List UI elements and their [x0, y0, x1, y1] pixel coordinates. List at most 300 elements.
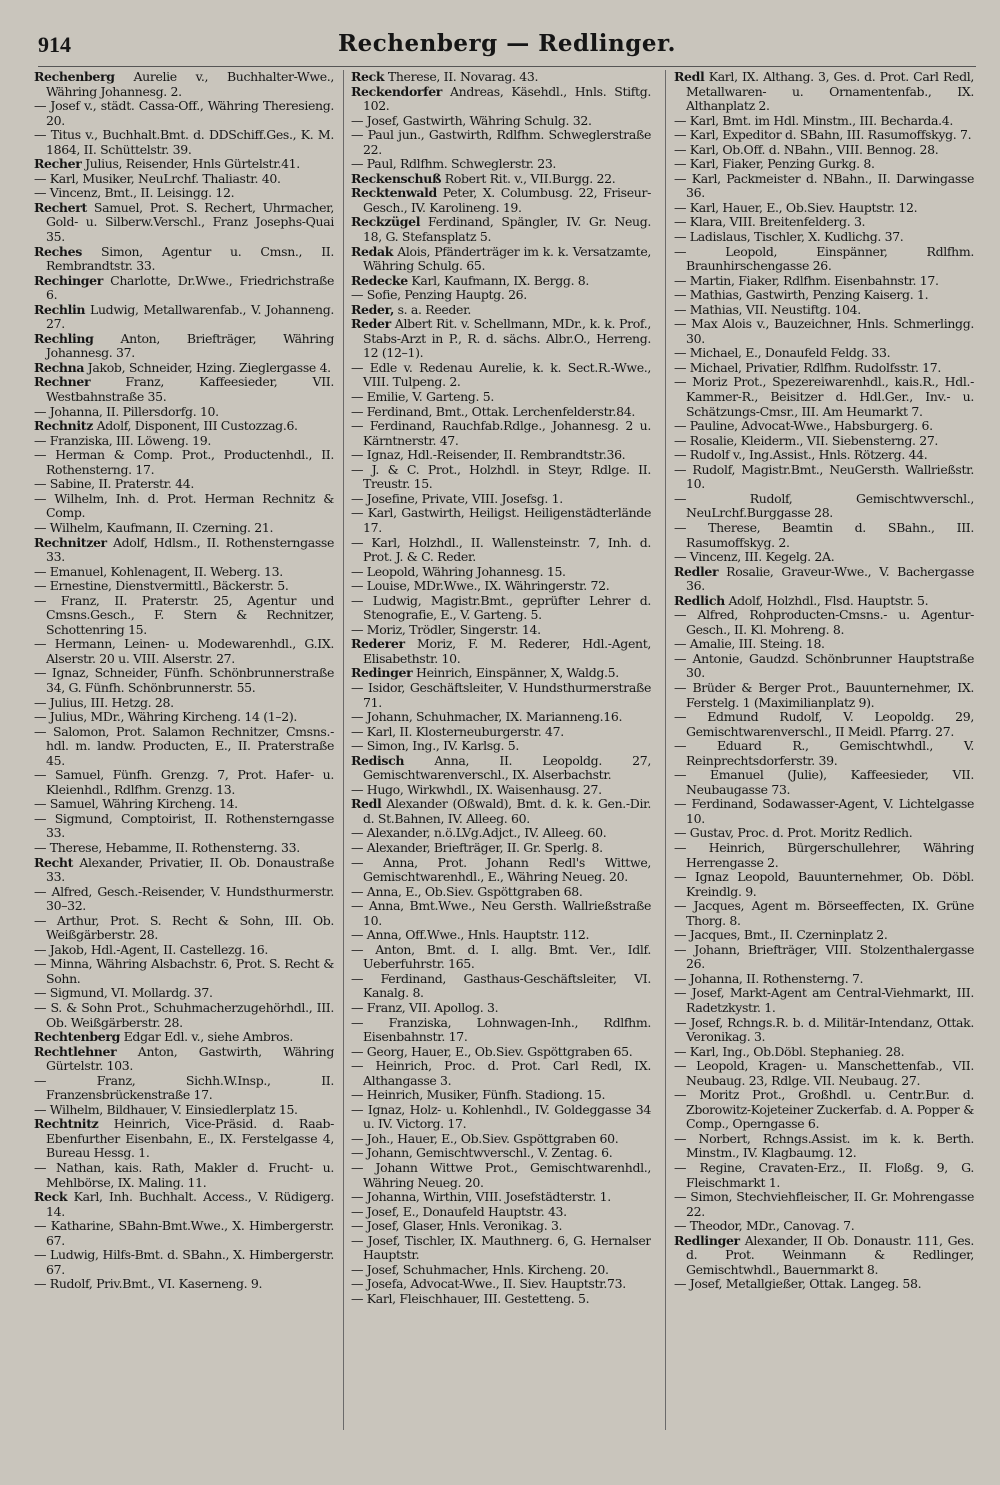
entry-details: — Heinrich, Proc. d. Prot. Carl Redl, IX. Althangasse 3.: [351, 1058, 651, 1088]
directory-entry: [351, 579, 651, 594]
entry-details: — Vincenz, Bmt., II. Leisingg. 12.: [34, 185, 235, 201]
entry-surname: Rederer: [351, 636, 405, 652]
directory-entry: [674, 157, 974, 172]
entry-surname: Recktenwald: [351, 185, 437, 201]
directory-entry: [351, 1277, 651, 1292]
directory-entry: [674, 565, 974, 594]
entry-details: — Ferdinand, Sodawasser-Agent, V. Lichtelgasse 10.: [674, 796, 974, 826]
directory-entry: [351, 754, 651, 783]
entry-details: — Ludwig, Magistr.Bmt., geprüfter Lehrer d. Stenografie, E., V. Garteng. 5.: [351, 592, 651, 623]
directory-entry: [34, 1190, 334, 1219]
entry-details: — Gustav, Proc. d. Prot. Moritz Redlich.: [674, 825, 913, 841]
entry-details: Anton, Briefträger, Währing Johannesg. 37.: [46, 330, 334, 361]
entry-details: Karl, Kaufmann, IX. Bergg. 8.: [407, 272, 590, 288]
directory-entry: [351, 739, 651, 754]
entry-surname: Redecke: [351, 272, 408, 288]
entry-details: — Franz, II. Praterstr. 25, Agentur und Cmsns.Gesch., F. Stern & Rechnitzer, Schottenring 15.: [34, 592, 334, 637]
entry-details: — Johann, Briefträger, VIII. Stolzenthalergasse 26.: [674, 941, 974, 972]
entry-details: — Edmund Rudolf, V. Leopoldg. 29, Gemischtwarenverschl., II Meidl. Pfarrg. 27.: [674, 709, 974, 739]
directory-entry: [351, 841, 651, 856]
entry-details: — Anna, Prot. Johann Redl's Wittwe, Gemischtwarenhdl., E., Währing Neueg. 20.: [351, 854, 651, 885]
directory-entry: [34, 448, 334, 477]
directory-entry: [351, 623, 651, 638]
directory-entry: [351, 1161, 651, 1190]
entry-surname: Reder: [351, 316, 391, 332]
directory-entry: [34, 1277, 334, 1292]
entry-details: Samuel, Prot. S. Rechert, Uhrmacher, Gold- u. Silberw.Verschl., Franz Josephs-Quai 35.: [46, 199, 334, 245]
directory-entry: [34, 128, 334, 157]
directory-entry: [351, 1263, 651, 1278]
directory-entry: [34, 201, 334, 245]
entry-details: — Karl, Packmeister d. NBahn., II. Darwingasse 36.: [674, 170, 974, 201]
entry-details: — Paul, Rdlfhm. Schweglerstr. 23.: [351, 156, 557, 172]
entry-surname: Redl: [351, 796, 382, 812]
directory-entry: [34, 856, 334, 885]
entry-details: — Johann, Gemischtwverschl., V. Zentag. 6.: [351, 1145, 613, 1161]
directory-entry: [674, 826, 974, 841]
entry-details: Alexander, II Ob. Donaustr. 111, Ges. d. Prot. Weinmann & Redlinger, Gemischtwhdl., Bauernmarkt 8.: [686, 1232, 974, 1277]
entry-details: Charlotte, Dr.Wwe., Friedrichstraße 6.: [46, 272, 334, 303]
entry-surname: Rechert: [34, 199, 87, 215]
entry-details: Edgar Edl. v., siehe Ambros.: [120, 1029, 293, 1045]
entry-details: — Heinrich, Bürgerschullehrer, Währing Herrengasse 2.: [674, 839, 974, 870]
directory-entry: [674, 797, 974, 826]
entry-details: — Minna, Währing Alsbachstr. 6, Prot. S. Recht & Sohn.: [34, 956, 334, 986]
directory-entry: [351, 1292, 651, 1307]
entry-details: — Karl, Fleischhauer, III. Gestetteng. 5.: [351, 1290, 590, 1306]
directory-entry: [674, 681, 974, 710]
directory-entry: [34, 303, 334, 332]
entry-details: — Moritz Prot., Großhdl. u. Centr.Bur. d. Zborowitz-Kojeteiner Zuckerfab. d. A. Popper & Comp., Operngasse 6.: [674, 1087, 974, 1132]
directory-entry: [674, 928, 974, 943]
entry-surname: Reckenschuß: [351, 170, 442, 186]
entry-details: — Georg, Hauer, E., Ob.Siev. Gspöttgraben 65.: [351, 1043, 633, 1059]
entry-details: — Moriz Prot., Spezereiwarenhdl., kais.R., Hdl.-Kammer-R., Beisitzer d. Hdl.Ger., Inv.- u. Schätzungs-Cmsr., III. Am Heumarkt 7.: [674, 374, 974, 419]
directory-entry: [351, 70, 651, 85]
directory-entry: [674, 303, 974, 318]
directory-entry: [674, 172, 974, 201]
entry-details: Jakob, Schneider, Hzing. Zieglergasse 4.: [84, 359, 331, 375]
directory-entry: [34, 885, 334, 914]
directory-entry: [34, 986, 334, 1001]
entry-details: Alexander, Privatier, II. Ob. Donaustraße 33.: [46, 854, 334, 885]
entry-surname: Redinger: [351, 665, 413, 681]
entry-details: — Rosalie, Kleiderm., VII. Siebensterng. 27.: [674, 432, 939, 448]
column-3: [674, 70, 974, 1470]
entry-details: Therese, II. Novarag. 43.: [384, 70, 539, 84]
page-header: [38, 30, 976, 67]
entry-details: — Joh., Hauer, E., Ob.Siev. Gspöttgraben 60.: [351, 1130, 619, 1146]
directory-entry: [34, 1117, 334, 1161]
entry-details: — Therese, Hebamme, II. Rothensterng. 33.: [34, 839, 300, 855]
entry-details: — Ferdinand, Gasthaus-Geschäftsleiter, VI. Kanalg. 8.: [351, 970, 651, 1001]
directory-entry: [34, 99, 334, 128]
directory-entry: [351, 303, 651, 318]
directory-entry: [674, 1016, 974, 1045]
directory-entry: [674, 419, 974, 434]
entry-details: — Edle v. Redenau Aurelie, k. k. Sect.R.-Wwe., VIII. Tulpeng. 2.: [351, 359, 651, 390]
directory-entry: [34, 666, 334, 695]
directory-entry: [34, 419, 334, 434]
entry-details: — Johanna, Wirthin, VIII. Josefstädterstr. 1.: [351, 1189, 611, 1205]
directory-entry: [674, 710, 974, 739]
directory-entry: [351, 885, 651, 900]
directory-entry: [351, 463, 651, 492]
entry-details: — Ferdinand, Rauchfab.Rdlge., Johannesg. 2 u. Kärntnerstr. 47.: [351, 418, 651, 448]
entry-details: — Simon, Ing., IV. Karlsg. 5.: [351, 738, 519, 754]
entry-details: Albert Rit. v. Schellmann, MDr., k. k. Prof., Stabs-Arzt in P., R. d. sächs. Albr.O., Herreng. 12 (12–1).: [363, 316, 651, 361]
directory-entry: [34, 1103, 334, 1118]
entry-details: — Heinrich, Musiker, Fünfh. Stadiong. 15.: [351, 1087, 606, 1103]
directory-entry: [34, 696, 334, 711]
entry-details: — Ignaz, Hdl.-Reisender, II. Rembrandtstr.36.: [351, 447, 626, 463]
directory-entry: [351, 288, 651, 303]
entry-details: — Leopold, Einspänner, Rdlfhm. Braunhirschengasse 26.: [674, 243, 974, 274]
entry-details: — Eduard R., Gemischtwhdl., V. Reinprechtsdorferstr. 39.: [674, 738, 974, 768]
entry-details: — Therese, Beamtin d. SBahn., III. Rasumoffskyg. 2.: [674, 519, 974, 550]
directory-entry: [674, 274, 974, 289]
directory-entry: [34, 1001, 334, 1030]
entry-details: Karl, IX. Althang. 3, Ges. d. Prot. Carl Redl, Metallwaren- u. Ornamentenfab., IX. Althanplatz 2.: [686, 70, 974, 114]
entry-details: — Wilhelm, Inh. d. Prot. Herman Rechnitz & Comp.: [34, 490, 334, 521]
entry-surname: Rechling: [34, 330, 94, 346]
directory-entry: [34, 1219, 334, 1248]
entry-surname: Reck: [34, 1189, 68, 1205]
directory-entry: [34, 812, 334, 841]
directory-entry: [351, 506, 651, 535]
entry-details: — Jacques, Bmt., II. Czerninplatz 2.: [674, 927, 888, 943]
entry-details: Alois, Pfänderträger im k. k. Versatzamte, Währing Schulg. 65.: [363, 243, 651, 274]
directory-entry: [674, 463, 974, 492]
directory-entry: [674, 434, 974, 449]
directory-entry: [351, 797, 651, 826]
entry-details: — Leopold, Kragen- u. Manschettenfab., VII. Neubaug. 23, Rdlge. VII. Neubaug. 27.: [674, 1058, 974, 1088]
entry-details: — Louise, MDr.Wwe., IX. Währingerstr. 72.: [351, 578, 610, 594]
entry-details: — Regine, Cravaten-Erz., II. Floßg. 9, G. Fleischmarkt 1.: [674, 1160, 974, 1190]
directory-entry: [351, 899, 651, 928]
entry-details: — Klara, VIII. Breitenfelderg. 3.: [674, 214, 866, 230]
directory-entry: [34, 186, 334, 201]
directory-entry: [34, 332, 334, 361]
entry-details: — Anton, Bmt. d. I. allg. Bmt. Ver., Idlf. Ueberfuhrstr. 165.: [351, 941, 651, 972]
directory-entry: [351, 186, 651, 215]
entry-details: — Ladislaus, Tischler, X. Kudlichg. 37.: [674, 229, 904, 245]
entry-details: — Johanna, II. Pillersdorfg. 10.: [34, 403, 219, 419]
directory-entry: [674, 245, 974, 274]
entry-details: — Karl, Ing., Ob.Döbl. Stephanieg. 28.: [674, 1043, 905, 1059]
entry-details: — Pauline, Advocat-Wwe., Habsburgerg. 6.: [674, 418, 933, 434]
entry-details: — Rudolf, Priv.Bmt., VI. Kaserneng. 9.: [34, 1276, 263, 1292]
directory-entry: [674, 1219, 974, 1234]
entry-details: — Moriz, Trödler, Singerstr. 14.: [351, 621, 541, 637]
entry-details: — Sofie, Penzing Hauptg. 26.: [351, 287, 527, 303]
directory-entry: [351, 1146, 651, 1161]
entry-details: — Emilie, V. Garteng. 5.: [351, 389, 494, 405]
entry-surname: Rechnitzer: [34, 534, 107, 550]
entry-surname: Rechner: [34, 374, 91, 390]
directory-entry: [674, 114, 974, 129]
entry-details: — Samuel, Fünfh. Grenzg. 7, Prot. Hafer- u. Kleienhdl., Rdlfhm. Grenzg. 13.: [34, 767, 334, 797]
directory-entry: [351, 928, 651, 943]
entry-surname: Redlinger: [674, 1232, 740, 1248]
entry-details: Rosalie, Graveur-Wwe., V. Bachergasse 36.: [686, 563, 974, 594]
entry-surname: Recht: [34, 854, 74, 870]
entry-details: — Josef, Glaser, Hnls. Veronikag. 3.: [351, 1218, 563, 1234]
directory-entry: [34, 245, 334, 274]
entry-details: — Anna, Off.Wwe., Hnls. Hauptstr. 112.: [351, 927, 590, 943]
directory-entry: [34, 274, 334, 303]
directory-entry: [34, 579, 334, 594]
entry-surname: Rechenberg: [34, 70, 115, 84]
entry-details: — Franz, Sichh.W.Insp., II. Franzensbrückenstraße 17.: [34, 1072, 334, 1103]
entry-details: Karl, Inh. Buchhalt. Access., V. Rüdigerg. 14.: [46, 1189, 334, 1219]
directory-entry: [674, 1234, 974, 1278]
entry-details: — Josef v., städt. Cassa-Off., Währing Theresieng. 20.: [34, 98, 334, 128]
directory-entry: [351, 972, 651, 1001]
entry-details: — Hermann, Leinen- u. Modewarenhdl., G.IX. Alserstr. 20 u. VIII. Alserstr. 27.: [34, 636, 334, 666]
directory-entry: [34, 797, 334, 812]
directory-entry: [674, 870, 974, 899]
directory-entry: [674, 608, 974, 637]
directory-entry: [34, 725, 334, 769]
entry-details: — Leopold, Währing Johannesg. 15.: [351, 563, 566, 579]
directory-entry: [34, 536, 334, 565]
entry-details: — Theodor, MDr., Canovag. 7.: [674, 1218, 855, 1234]
directory-entry: [34, 1248, 334, 1277]
directory-entry: [674, 943, 974, 972]
entry-surname: Redak: [351, 243, 394, 259]
directory-entry: [674, 1190, 974, 1219]
entry-surname: Reder,: [351, 301, 394, 317]
entry-details: — Karl, Hauer, E., Ob.Siev. Hauptstr. 12.: [674, 199, 918, 215]
directory-entry: [351, 128, 651, 157]
directory-entry: [34, 492, 334, 521]
entry-details: — Franz, VII. Apollog. 3.: [351, 1000, 499, 1015]
directory-entry: [351, 1001, 651, 1016]
directory-entry: [674, 215, 974, 230]
directory-entry: [351, 1190, 651, 1205]
entry-surname: Reches: [34, 243, 82, 259]
directory-entry: [351, 448, 651, 463]
directory-columns: [34, 70, 980, 1470]
entry-details: — Sabine, II. Praterstr. 44.: [34, 476, 195, 492]
entry-details: — Michael, E., Donaufeld Feldg. 33.: [674, 345, 891, 361]
entry-details: — Josef, Markt-Agent am Central-Viehmarkt, III. Radetzkystr. 1.: [674, 985, 974, 1015]
entry-details: — Alexander, Briefträger, II. Gr. Sperlg. 8.: [351, 839, 603, 855]
directory-entry: [351, 536, 651, 565]
directory-entry: [351, 215, 651, 244]
entry-details: — Josef, Gastwirth, Währing Schulg. 32.: [351, 112, 592, 128]
directory-entry: [34, 157, 334, 172]
directory-entry: [34, 375, 334, 404]
directory-entry: [34, 768, 334, 797]
directory-entry: [674, 361, 974, 376]
entry-details: — Karl, II. Klosterneuburgerstr. 47.: [351, 723, 564, 739]
directory-entry: [351, 492, 651, 507]
entry-details: — Rudolf, Magistr.Bmt., NeuGersth. Wallrießstr. 10.: [674, 461, 974, 492]
directory-entry: [674, 492, 974, 521]
entry-details: — Arthur, Prot. S. Recht & Sohn, III. Ob. Weißgärberstr. 28.: [34, 912, 334, 943]
directory-entry: [34, 434, 334, 449]
directory-entry: [351, 637, 651, 666]
directory-entry: [674, 288, 974, 303]
entry-details: — Johann Wittwe Prot., Gemischtwarenhdl., Währing Neueg. 20.: [351, 1160, 651, 1190]
entry-details: Anton, Gastwirth, Währing Gürtelstr. 103.: [46, 1043, 334, 1074]
entry-details: — Rudolf v., Ing.Assist., Hnls. Rötzerg. 44.: [674, 447, 928, 463]
directory-entry: [34, 594, 334, 638]
entry-details: Heinrich, Einspänner, X, Waldg.5.: [412, 665, 619, 681]
entry-details: — Jakob, Hdl.-Agent, II. Castellezg. 16.: [34, 941, 269, 957]
directory-entry: [351, 405, 651, 420]
directory-entry: [351, 1219, 651, 1234]
entry-details: — Josefine, Private, VIII. Josefsg. 1.: [351, 490, 563, 506]
entry-details: — J. & C. Prot., Holzhdl. in Steyr, Rdlge. II. Treustr. 15.: [351, 461, 651, 492]
running-head: Rechenberg — Redlinger.: [337, 30, 676, 57]
directory-entry: [351, 1059, 651, 1088]
entry-details: — Brüder & Berger Prot., Bauunternehmer, IX. Ferstelg. 1 (Maximilianplatz 9).: [674, 679, 974, 710]
directory-entry: [674, 768, 974, 797]
entry-details: — Anna, Bmt.Wwe., Neu Gersth. Wallrießstraße 10.: [351, 898, 651, 928]
entry-details: Anna, II. Leopoldg. 27, Gemischtwarenverschl., IX. Alserbachstr.: [363, 752, 651, 783]
directory-entry: [351, 943, 651, 972]
entry-details: Adolf, Holzhdl., Flsd. Hauptstr. 5.: [724, 592, 929, 608]
directory-entry: [34, 914, 334, 943]
directory-entry: [674, 521, 974, 550]
directory-entry: [351, 1088, 651, 1103]
entry-details: Adolf, Hdlsm., II. Rothensterngasse 33.: [46, 534, 334, 565]
entry-details: — Isidor, Geschäftsleiter, V. Hundsthurmerstraße 71.: [351, 679, 651, 710]
directory-entry: [674, 448, 974, 463]
entry-surname: Redlich: [674, 592, 725, 608]
directory-entry: [351, 826, 651, 841]
entry-surname: Rechinger: [34, 272, 104, 288]
entry-details: — Jacques, Agent m. Börseeffecten, IX. Grüne Thorg. 8.: [674, 898, 974, 928]
directory-entry: [351, 157, 651, 172]
directory-entry: [34, 361, 334, 376]
directory-entry: [351, 1205, 651, 1220]
entry-surname: Redl: [674, 70, 705, 84]
entry-details: — Katharine, SBahn-Bmt.Wwe., X. Himbergerstr. 67.: [34, 1218, 334, 1248]
entry-details: — Nathan, kais. Rath, Makler d. Frucht- u. Mehlbörse, IX. Maling. 11.: [34, 1160, 334, 1190]
entry-details: — Franziska, Lohnwagen-Inh., Rdlfhm. Eisenbahnstr. 17.: [351, 1014, 651, 1045]
entry-details: — Josef, Metallgießer, Ottak. Langeg. 58.: [674, 1276, 922, 1292]
entry-details: — Johanna, II. Rothensterng. 7.: [674, 970, 864, 986]
entry-details: — Josef, Rchngs.R. b. d. Militär-Intendanz, Ottak. Veronikag. 3.: [674, 1014, 974, 1045]
directory-entry: [674, 1088, 974, 1132]
entry-details: — Titus v., Buchhalt.Bmt. d. DDSchiff.Ges., K. M. 1864, II. Schüttelstr. 39.: [34, 127, 334, 157]
entry-details: Ludwig, Metallwarenfab., V. Johanneng. 27.: [46, 301, 334, 332]
entry-details: — Johann, Schuhmacher, IX. Marianneng.16.: [351, 709, 623, 725]
directory-entry: [351, 274, 651, 289]
directory-entry: [674, 550, 974, 565]
directory-entry: [351, 594, 651, 623]
directory-entry: [351, 1234, 651, 1263]
directory-entry: [674, 972, 974, 987]
entry-details: Aurelie v., Buchhalter-Wwe., Währing Johannesg. 2.: [46, 70, 334, 99]
column-divider: [343, 70, 344, 1430]
directory-entry: [34, 841, 334, 856]
directory-entry: [351, 172, 651, 187]
entry-details: — Josef, Tischler, IX. Mauthnerg. 6, G. Hernalser Hauptstr.: [351, 1232, 651, 1263]
entry-details: — Amalie, III. Steing. 18.: [674, 636, 825, 652]
directory-entry: [674, 594, 974, 609]
directory-entry: [674, 375, 974, 419]
directory-entry: [674, 652, 974, 681]
entry-surname: Reckzügel: [351, 214, 421, 230]
directory-entry: [34, 172, 334, 187]
entry-details: — Karl, Gastwirth, Heiligst. Heiligenstädterlände 17.: [351, 505, 651, 535]
directory-entry: [34, 1074, 334, 1103]
entry-details: — Ignaz Leopold, Bauunternehmer, Ob. Döbl. Kreindlg. 9.: [674, 869, 974, 899]
entry-details: — Julius, III. Hetzg. 28.: [34, 694, 174, 710]
page-number: 914: [38, 32, 71, 57]
directory-entry: [674, 986, 974, 1015]
directory-entry: [674, 128, 974, 143]
entry-details: Julius, Reisender, Hnls Gürtelstr.41.: [81, 156, 300, 172]
entry-details: — Hugo, Wirkwhdl., IX. Waisenhausg. 27.: [351, 781, 602, 797]
directory-entry: [351, 1132, 651, 1147]
directory-entry: [674, 230, 974, 245]
directory-entry: [674, 841, 974, 870]
directory-entry: [351, 390, 651, 405]
entry-details: — Herman & Comp. Prot., Productenhdl., II. Rothensterng. 17.: [34, 447, 334, 477]
entry-details: Moriz, F. M. Rederer, Hdl.-Agent, Elisabethstr. 10.: [363, 636, 651, 666]
column-divider: [665, 70, 666, 1430]
column-2: [351, 70, 651, 1470]
entry-details: — Emanuel (Julie), Kaffeesieder, VII. Neubaugasse 73.: [674, 767, 974, 797]
directory-entry: [34, 710, 334, 725]
entry-details: — Karl, Fiaker, Penzing Gurkg. 8.: [674, 156, 875, 172]
directory-entry: [674, 317, 974, 346]
entry-details: — Vincenz, III. Kegelg. 2A.: [674, 549, 835, 565]
entry-surname: Recher: [34, 156, 82, 172]
directory-entry: [351, 681, 651, 710]
directory-entry: [34, 637, 334, 666]
entry-details: — Ernestine, Dienstvermittl., Bäckerstr. 5.: [34, 578, 289, 594]
entry-details: — S. & Sohn Prot., Schuhmacherzugehörhdl., III. Ob. Weißgärberstr. 28.: [34, 1000, 334, 1030]
entry-details: Simon, Agentur u. Cmsn., II. Rembrandtstr. 33.: [46, 243, 334, 274]
entry-details: — Josef, Schuhmacher, Hnls. Kircheng. 20.: [351, 1261, 609, 1277]
entry-details: — Norbert, Rchngs.Assist. im k. k. Berth. Minstm., IV. Klagbaumg. 12.: [674, 1130, 974, 1161]
entry-details: — Alfred, Rohproducten-Cmsns.- u. Agentur-Gesch., II. Kl. Mohreng. 8.: [674, 607, 974, 637]
directory-entry: [34, 957, 334, 986]
entry-details: — Max Alois v., Bauzeichner, Hnls. Schmerlingg. 30.: [674, 316, 974, 346]
entry-details: — Antonie, Gaudzd. Schönbrunner Hauptstraße 30.: [674, 650, 974, 681]
directory-entry: [351, 1103, 651, 1132]
entry-details: — Josef, E., Donaufeld Hauptstr. 43.: [351, 1203, 567, 1219]
directory-entry: [351, 783, 651, 798]
column-1: [34, 70, 334, 1470]
directory-entry: [674, 1132, 974, 1161]
directory-entry: [351, 725, 651, 740]
entry-details: — Josefa, Advocat-Wwe., II. Siev. Hauptstr.73.: [351, 1276, 626, 1292]
directory-entry: [351, 710, 651, 725]
directory-entry: [351, 361, 651, 390]
entry-details: — Wilhelm, Kaufmann, II. Czerning. 21.: [34, 519, 274, 535]
entry-details: — Ignaz, Schneider, Fünfh. Schönbrunnerstraße 34, G. Fünfh. Schönbrunnerstr. 55.: [34, 665, 334, 695]
entry-surname: Rechtnitz: [34, 1116, 99, 1132]
directory-entry: [674, 70, 974, 114]
directory-entry: [674, 1277, 974, 1292]
entry-details: — Ferdinand, Bmt., Ottak. Lerchenfelderstr.84.: [351, 403, 635, 419]
directory-entry: [34, 1045, 334, 1074]
entry-surname: Reck: [351, 70, 385, 84]
entry-details: Franz, Kaffeesieder, VII. Westbahnstraße 35.: [46, 374, 334, 405]
directory-entry: [674, 899, 974, 928]
directory-entry: [674, 1045, 974, 1060]
directory-entry: [351, 245, 651, 274]
entry-details: — Franziska, III. Löweng. 19.: [34, 432, 212, 448]
